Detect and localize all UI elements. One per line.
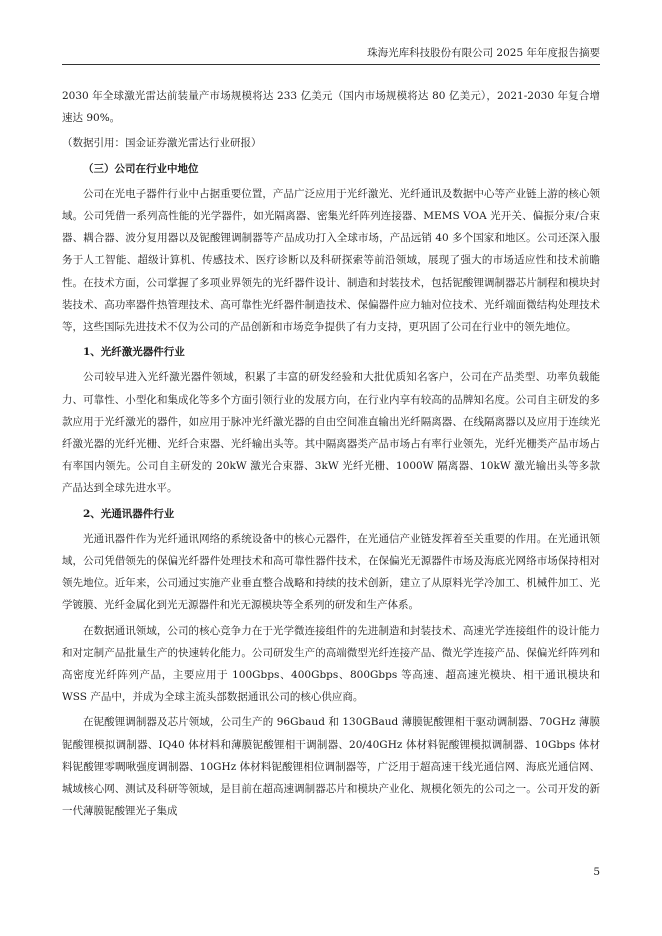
document-body (62, 85, 600, 826)
page-number: 5 (593, 866, 600, 878)
paragraph-lithium-niobate: 在铌酸锂调制器及芯片领域，公司生产的 96Gbaud 和 130GBaud 薄膜铌酸锂相干驱动调制器、70GHz 薄膜铌酸锂模拟调制器、IQ40 体材料和薄膜铌酸锂相干调制器、20/40GHz 体材料铌酸锂模拟调制器、10Gbps 体材料铌酸锂零啁啾强度调制器、10GHz 体材料铌酸锂相位调制器等，广泛用于超高速干线光通信网、海底光通信网、城域核心网、测试及科研等领域，是目前在超高速调制器芯片和模块产业化、规模化领先的公司之一。公司开发的新一代薄膜铌酸锂光子集成 (62, 716, 600, 818)
paragraph-data-comm: 在数据通讯领域，公司的核心竞争力在于光学微连接组件的先进制造和封装技术、高速光学连接组件的设计能力和对定制产品批量生产的快速转化能力。公司研发生产的高端微型光纤连接产品、微光学连接产品、保偏光纤阵列和高密度光纤阵列产品，主要应用于 100Gbps、400Gbps、800Gbps 等高速、超高速光模块、相干通讯模块和 WSS 产品中，并成为全球主流头部数据通讯公司的核心供应商。 (62, 624, 600, 704)
paragraph-company-position: 公司在光电子器件行业中占据重要位置，产品广泛应用于光纤激光、光纤通讯及数据中心等产业链上游的核心领域。公司凭借一系列高性能的光学器件，如光隔离器、密集光纤阵列连接器、MEMS VOA 光开关、偏振分束/合束器、耦合器、波分复用器以及铌酸锂调制器等产品成功打入全球市场，产品远销 40 多个国家和地区。公司还深入服务于人工智能、超级计算机、传感技术、医疗诊断以及科研探索等前沿领域，展现了强大的市场适应性和技术前瞻性。在技术方面，公司掌握了多项业界领先的光纤器件设计、制造和封装技术，包括铌酸锂调制器芯片制程和模块封装技术、高功率器件热管理技术、高可靠性光纤器件制造技术、保偏器件应力轴对位技术、光纤端面微结构处理技术等，这些国际先进技术不仅为公司的产品创新和市场竞争提供了有力支持，更巩固了公司在行业中的领先地位。 (62, 187, 600, 334)
subsection-heading-fiber-laser: 1、光纤激光器件行业 (83, 346, 185, 359)
paragraph-fiber-laser: 公司较早进入光纤激光器件领域，积累了丰富的研发经验和大批优质知名客户，公司在产品类型、功率负载能力、可靠性、小型化和集成化等多个方面引领行业的发展方向，在行业内享有较高的品牌知名度。公司自主研发的多款应用于光纤激光的器件，如应用于脉冲光纤激光器的自由空间准直输出光纤隔离器、在线隔离器以及应用于连续光纤激光器的光纤光栅、光纤合束器、光纤输出头等。其中隔离器类产品市场占有率行业领先，光纤光栅类产品市场占有率国内领先。公司自主研发的 20kW 激光合束器、3kW 光纤光栅、1000W 隔离器、10kW 激光输出头等多款产品达到全球先进水平。 (62, 371, 600, 495)
data-source-note: （数据引用：国金证券激光雷达行业研报） (62, 137, 262, 150)
paragraph-lidar-market: 2030 年全球激光雷达前装量产市场规模将达 233 亿美元（国内市场规模将达 80 亿美元），2021-2030 年复合增速达 90%。 (62, 90, 600, 125)
header-title: 珠海光库科技股份有限公司 2025 年年度报告摘要 (367, 47, 600, 59)
section-heading-industry-position: （三）公司在行业中地位 (83, 162, 199, 175)
paragraph-optical-comm: 光通讯器件作为光纤通讯网络的系统设备中的核心元器件，在光通信产业链发挥着至关重要的作用。在光通讯领域，公司凭借领先的保偏光纤器件处理技术和高可靠性器件技术，在保偏光无源器件市场及海底光网络市场保持相对领先地位。近年来，公司通过实施产业垂直整合战略和持续的技术创新，建立了从原料光学冷加工、机械件加工、光学镀膜、光纤金属化到光无源器件和光无源模块等全系列的研发和生产体系。 (62, 532, 600, 612)
page-header (62, 44, 600, 65)
subsection-heading-optical-comm: 2、光通讯器件行业 (83, 507, 175, 520)
